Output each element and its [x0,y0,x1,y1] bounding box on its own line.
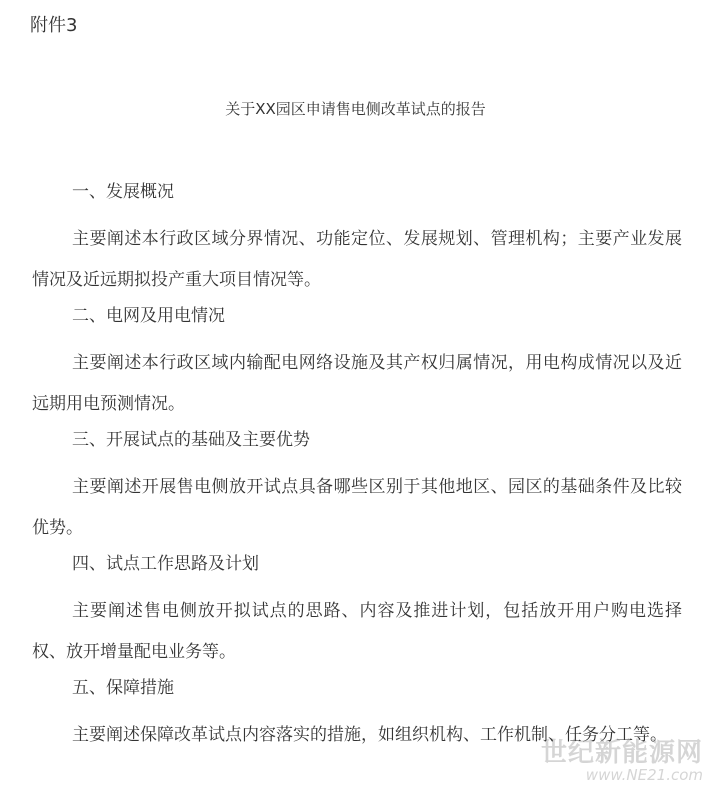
section-body-3: 主要阐述开展售电侧放开试点具备哪些区别于其他地区、园区的基础条件及比较优势。 [32,477,682,538]
section-heading-4: 四、试点工作思路及计划 [72,554,259,574]
section-body-1: 主要阐述本行政区域分界情况、功能定位、发展规划、管理机构；主要产业发展情况及近远期拟投产重大项目情况等。 [32,229,682,290]
attachment-label: 附件3 [30,15,78,36]
watermark-name: 世纪新能源网 [540,738,703,768]
section-body-4: 主要阐述售电侧放开拟试点的思路、内容及推进计划，包括放开用户购电选择权、放开增量配电业务等。 [32,601,682,662]
document-title: 关于XX园区申请售电侧改革试点的报告 [225,100,486,118]
section-heading-3: 三、开展试点的基础及主要优势 [72,430,310,450]
document-body [32,177,682,756]
watermark-url: www.NE21.com [585,766,703,784]
section-body-5: 主要阐述保障改革试点内容落实的措施，如组织机构、工作机制、任务分工等。 [72,725,667,745]
watermark [541,739,703,783]
section-heading-1: 一、发展概况 [72,182,174,202]
section-body-2: 主要阐述本行政区域内输配电网络设施及其产权归属情况，用电构成情况以及近远期用电预测情况。 [32,353,682,414]
section-heading-2: 二、电网及用电情况 [72,306,225,326]
section-heading-5: 五、保障措施 [72,678,174,698]
